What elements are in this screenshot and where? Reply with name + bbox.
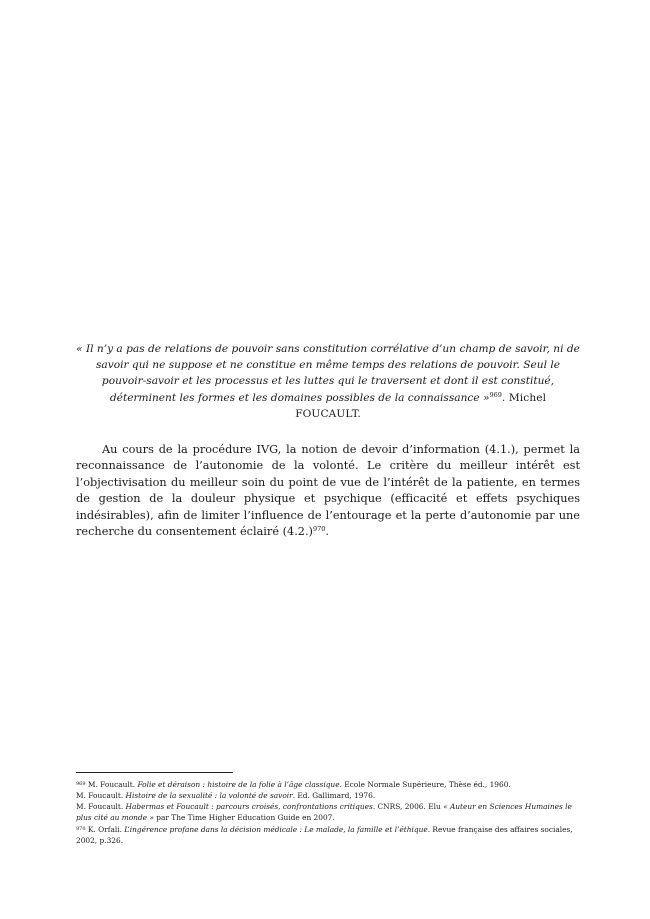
footnote-970-mark: 970 (76, 825, 86, 832)
footnote-969-award: « Auteur en Sciences Humaines le plus cité au monde » (76, 801, 572, 822)
footnote-969-line-1 (76, 779, 580, 791)
footnote-970-publisher: . Revue française des affaires sociales, 2002, p.326. (76, 824, 573, 845)
footnote-970-author: K. Orfali. (85, 824, 125, 834)
body-paragraph-end: . (325, 525, 329, 539)
footnote-969-title-2: Histoire de la sexualité : la volonté de savoir (125, 790, 293, 800)
footnote-970 (76, 824, 580, 847)
footnote-969-award-source: par The Time Higher Education Guide en 2007. (153, 812, 335, 822)
footnote-969-publisher-2: . Ed. Gallimard, 1976. (292, 790, 376, 800)
epigraph-quote-close: » (479, 391, 490, 404)
footnote-969-author-1: M. Foucault. (85, 780, 138, 789)
epigraph (76, 341, 580, 422)
footnote-separator (76, 772, 233, 773)
footnote-970-title: L’ingérence profane dans la décision médicale : Le malade, la famille et l’éthique (124, 824, 428, 834)
footnotes (76, 779, 580, 846)
body-paragraph (76, 442, 580, 540)
footnote-969-line-2 (76, 791, 580, 802)
epigraph-author: . Michel FOUCAULT. (295, 391, 547, 420)
footnote-969-author-3: M. Foucault. (76, 801, 126, 811)
footnote-969-author-2: M. Foucault. (76, 790, 126, 800)
footnote-969-publisher-3: . CNRS, 2006. Elu (372, 801, 444, 811)
body-paragraph-text: Au cours de la procédure IVG, la notion de devoir d’information (4.1.), permet la reconnaissance de l’autonomie de la volonté. Le critère du meilleur intérêt est l’objectivisation du meilleur soin du point de vue de l’intérêt de la patiente, en termes de gestion de la douleur physique et psychique (efficacité et effets psychiques indésirables), afin de limiter l’influence de l’entourage et la perte d’autonomie par une recherche du consentement éclairé (4.2.) (76, 443, 580, 539)
footnote-ref-970[interactable]: 970 (312, 525, 326, 534)
footnote-969-title-3: Habermas et Foucault : parcours croisés, confrontations critiques (125, 801, 373, 811)
epigraph-quote: Il n’y a pas de relations de pouvoir sans constitution corrélative d’un champ de savoir, ni de savoir qui ne suppose et ne constitue en même temps des relations de pouvoir. Seul le pouvoir-savoir et les processus et les luttes qui le traversent et dont il est constitué, déterminent les formes et les domaines possibles de la connaissance (85, 343, 580, 404)
epigraph-quote-open: « (76, 343, 86, 355)
footnote-969-title-1: Folie et déraison : histoire de la folie à l’âge classique (137, 780, 340, 789)
footnote-969-mark: 969 (76, 781, 86, 787)
footnote-969-line-3 (76, 802, 580, 824)
footnote-ref-969[interactable]: 969 (489, 390, 502, 399)
footnote-969-publisher-1: . Ecole Normale Supérieure, Thèse éd., 1960. (339, 780, 511, 789)
